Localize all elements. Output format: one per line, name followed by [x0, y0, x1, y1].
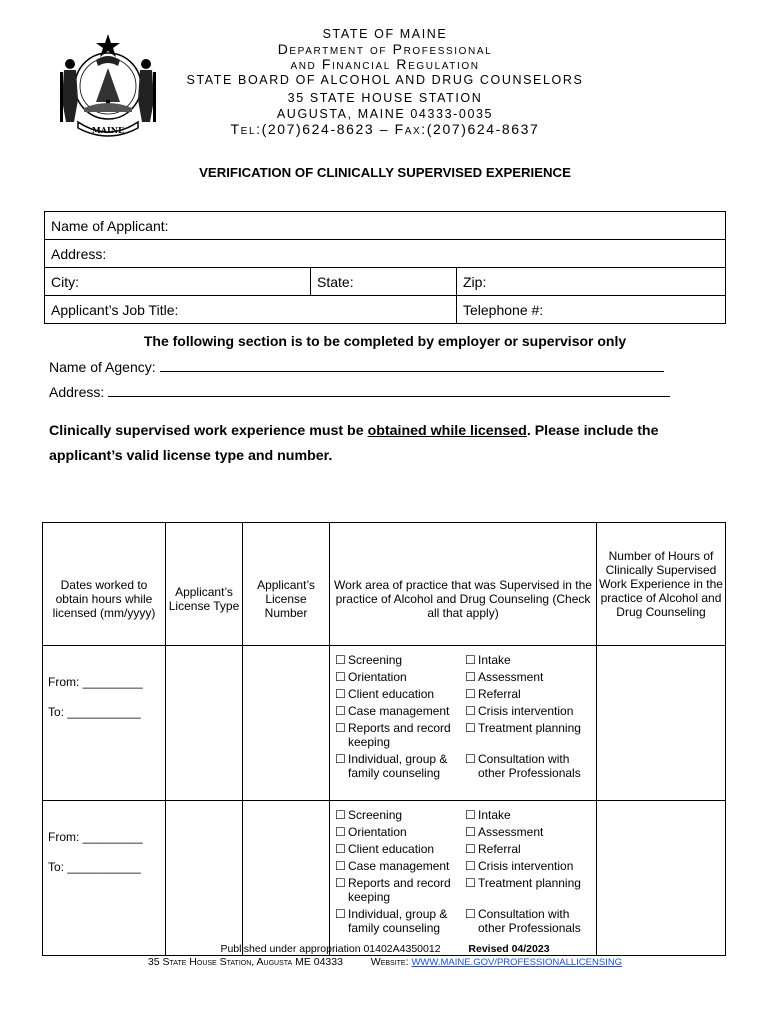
checkbox-label: Assessment — [478, 670, 544, 684]
checkbox-option[interactable] — [335, 842, 461, 856]
checkbox-option[interactable] — [335, 825, 461, 839]
checkbox-icon[interactable]: ☐ — [335, 721, 346, 735]
from-field[interactable]: From: _________ — [48, 830, 143, 844]
checkbox-icon[interactable]: ☐ — [465, 752, 476, 766]
work-area-cell — [330, 646, 597, 801]
agency-address-row — [49, 384, 670, 400]
license-type-cell[interactable] — [166, 646, 243, 801]
footer-address-line — [0, 956, 770, 968]
footer-address: 35 State House Station, Augusta ME 04333 — [147, 956, 343, 968]
checkbox-option[interactable] — [465, 825, 591, 839]
applicant-job-title-field[interactable]: Applicant’s Job Title: — [45, 296, 457, 324]
header-license-type: Applicant’s License Type — [166, 523, 243, 646]
checkbox-option[interactable] — [465, 653, 591, 667]
notice-text-2: . Please include the applicant’s valid license type and number. — [49, 423, 659, 464]
experience-table — [42, 522, 726, 956]
checkbox-option[interactable] — [335, 704, 461, 718]
checkbox-label: Crisis intervention — [478, 859, 574, 873]
checkbox-icon[interactable]: ☐ — [465, 876, 476, 890]
header-hours: Number of Hours of Clinically Supervised Work Experience in the practice of Alcohol and Drug Counseling — [597, 523, 726, 646]
maine-state-seal — [56, 30, 160, 142]
checkbox-option[interactable] — [335, 876, 461, 904]
checkbox-icon[interactable]: ☐ — [335, 825, 346, 839]
checkbox-label: Reports and record keeping — [348, 876, 451, 904]
to-field[interactable]: To: ___________ — [48, 705, 141, 719]
header-phone-fax: Tel:(207)624-8623 – Fax:(207)624-8637 — [230, 121, 540, 137]
hours-cell[interactable] — [597, 801, 726, 956]
checkbox-label: Screening — [348, 653, 403, 667]
notice-text-1: Clinically supervised work experience must be — [49, 423, 368, 439]
checkbox-icon[interactable]: ☐ — [465, 653, 476, 667]
checkbox-label: Consultation with other Professionals — [478, 752, 581, 780]
header-dates: Dates worked to obtain hours while licensed (mm/yyyy) — [43, 523, 166, 646]
section-heading: The following section is to be completed by employer or supervisor only — [143, 333, 627, 349]
license-number-cell[interactable] — [243, 646, 330, 801]
checkbox-icon[interactable]: ☐ — [465, 721, 476, 735]
checkbox-label: Treatment planning — [478, 876, 581, 890]
applicant-telephone-field[interactable]: Telephone #: — [457, 296, 726, 324]
checkbox-icon[interactable]: ☐ — [335, 752, 346, 766]
checkbox-option[interactable] — [335, 907, 461, 935]
checkbox-option[interactable] — [335, 859, 461, 873]
checkbox-label: Orientation — [348, 825, 407, 839]
checkbox-label: Screening — [348, 808, 403, 822]
license-type-cell[interactable] — [166, 801, 243, 956]
checkbox-option[interactable] — [335, 670, 461, 684]
checkbox-icon[interactable]: ☐ — [465, 842, 476, 856]
work-area-cell — [330, 801, 597, 956]
license-notice — [49, 419, 729, 469]
checkbox-icon[interactable]: ☐ — [335, 653, 346, 667]
footer-website-label: Website: — [370, 956, 409, 968]
checkbox-label: Assessment — [478, 825, 544, 839]
header-department: Department of Professional — [277, 41, 493, 57]
header-license-number: Applicant’s License Number — [243, 523, 330, 646]
checkbox-option[interactable] — [335, 687, 461, 701]
header-regulation: and Financial Regulation — [290, 56, 480, 72]
checkbox-icon[interactable]: ☐ — [335, 704, 346, 718]
agency-name-field[interactable] — [160, 359, 664, 372]
header-state: STATE OF MAINE — [322, 27, 448, 41]
checkbox-option[interactable] — [465, 876, 591, 904]
applicant-state-field[interactable]: State: — [311, 268, 457, 296]
table-row — [43, 646, 726, 801]
applicant-zip-field[interactable]: Zip: — [457, 268, 726, 296]
applicant-name-field[interactable]: Name of Applicant: — [45, 212, 726, 240]
agency-name-row — [49, 359, 664, 375]
checkbox-icon[interactable]: ☐ — [335, 808, 346, 822]
checkbox-label: Individual, group & family counseling — [348, 907, 448, 935]
checkbox-label: Referral — [478, 687, 521, 701]
to-field[interactable]: To: ___________ — [48, 860, 141, 874]
header-board: STATE BOARD OF ALCOHOL AND DRUG COUNSELORS — [186, 73, 584, 87]
checkbox-icon[interactable]: ☐ — [465, 859, 476, 873]
checkbox-label: Client education — [348, 842, 435, 856]
applicant-city-field[interactable]: City: — [45, 268, 311, 296]
from-field[interactable]: From: _________ — [48, 675, 143, 689]
checkbox-option[interactable] — [465, 842, 591, 856]
checkbox-icon[interactable]: ☐ — [335, 876, 346, 890]
checkbox-option[interactable] — [335, 752, 461, 780]
checkbox-label: Individual, group & family counseling — [348, 752, 448, 780]
checkbox-option[interactable] — [335, 653, 461, 667]
checkbox-icon[interactable]: ☐ — [465, 825, 476, 839]
checkbox-icon[interactable]: ☐ — [335, 670, 346, 684]
footer-website-link[interactable]: WWW.MAINE.GOV/PROFESSIONALLICENSING — [411, 957, 623, 968]
applicant-address-field[interactable]: Address: — [45, 240, 726, 268]
agency-name-label: Name of Agency: — [49, 359, 156, 375]
checkbox-option[interactable] — [465, 704, 591, 718]
header-station: 35 STATE HOUSE STATION — [287, 91, 483, 105]
footer-published-line — [0, 943, 770, 955]
license-number-cell[interactable] — [243, 801, 330, 956]
checkbox-icon[interactable]: ☐ — [465, 670, 476, 684]
checkbox-icon[interactable]: ☐ — [465, 687, 476, 701]
checkbox-label: Crisis intervention — [478, 704, 574, 718]
header-city: AUGUSTA, MAINE 04333-0035 — [276, 107, 494, 121]
checkbox-label: Reports and record keeping — [348, 721, 451, 749]
notice-underlined-text: obtained while licensed — [367, 423, 527, 439]
checkbox-icon[interactable]: ☐ — [465, 704, 476, 718]
svg-text:MAINE: MAINE — [91, 125, 125, 135]
checkbox-label: Consultation with other Professionals — [478, 907, 581, 935]
checkbox-label: Case management — [348, 704, 450, 718]
checkbox-option[interactable] — [465, 687, 591, 701]
page-title: VERIFICATION OF CLINICALLY SUPERVISED EXPERIENCE — [199, 165, 571, 180]
applicant-info-table — [44, 211, 726, 324]
agency-address-label: Address: — [49, 384, 105, 400]
footer-published: Published under appropriation 01402A4350012 — [220, 943, 441, 955]
header-work-area: Work area of practice that was Supervised in the practice of Alcohol and Drug Counseling (Check all that apply) — [330, 523, 597, 646]
checkbox-label: Client education — [348, 687, 435, 701]
checkbox-grid — [331, 647, 595, 780]
checkbox-icon[interactable]: ☐ — [465, 808, 476, 822]
checkbox-icon[interactable]: ☐ — [335, 907, 346, 921]
checkbox-label: Intake — [478, 808, 511, 822]
checkbox-icon[interactable]: ☐ — [465, 907, 476, 921]
checkbox-option[interactable] — [335, 808, 461, 822]
checkbox-label: Orientation — [348, 670, 407, 684]
checkbox-label: Referral — [478, 842, 521, 856]
checkbox-grid — [331, 802, 595, 935]
checkbox-label: Case management — [348, 859, 450, 873]
checkbox-icon[interactable]: ☐ — [335, 842, 346, 856]
checkbox-label: Intake — [478, 653, 511, 667]
checkbox-option[interactable] — [335, 721, 461, 749]
checkbox-option[interactable] — [465, 721, 591, 749]
checkbox-option[interactable] — [465, 808, 591, 822]
checkbox-option[interactable] — [465, 907, 591, 935]
footer-revised: Revised 04/2023 — [468, 943, 550, 955]
dates-cell[interactable] — [43, 646, 166, 801]
agency-address-field[interactable] — [108, 384, 670, 397]
hours-cell[interactable] — [597, 646, 726, 801]
checkbox-option[interactable] — [465, 670, 591, 684]
dates-cell[interactable] — [43, 801, 166, 956]
checkbox-option[interactable] — [465, 859, 591, 873]
checkbox-icon[interactable]: ☐ — [335, 859, 346, 873]
checkbox-option[interactable] — [465, 752, 591, 780]
checkbox-icon[interactable]: ☐ — [335, 687, 346, 701]
table-row — [43, 801, 726, 956]
checkbox-label: Treatment planning — [478, 721, 581, 735]
